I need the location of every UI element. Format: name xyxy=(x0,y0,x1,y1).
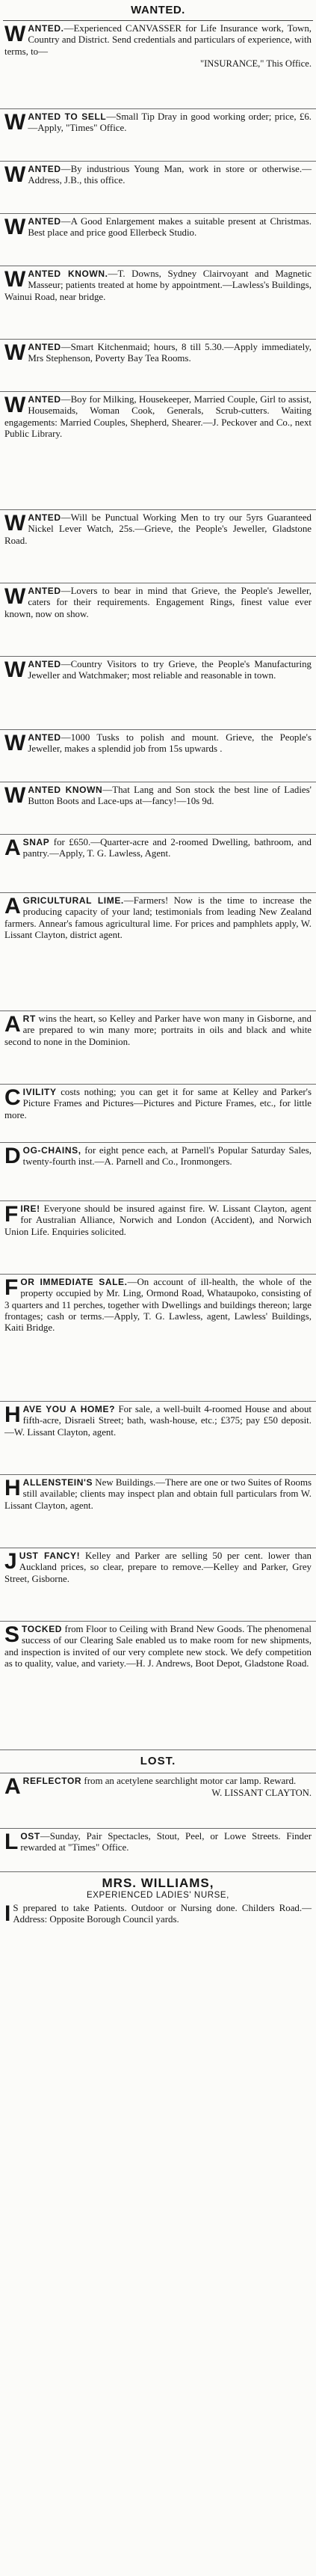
drop-cap: W xyxy=(4,511,26,536)
wanted-ad xyxy=(0,1275,316,1402)
ad-text xyxy=(4,837,312,860)
ad-body: —Farmers! Now is the time to increase the producing capacity of your land; testimonials from leading New Zealand farmers. Annear's famous agricultural lime. For prices and pamphlets apply, W. Lissant Clayton, district agent. xyxy=(4,895,312,940)
ad-text xyxy=(4,785,312,808)
drop-cap: A xyxy=(4,835,21,860)
lost-ads xyxy=(0,1773,316,1872)
ad-signature: "INSURANCE," This Office. xyxy=(199,58,312,69)
ad-lead: ANTED xyxy=(28,732,61,743)
wanted-ad xyxy=(0,21,316,109)
ad-text xyxy=(4,1831,312,1854)
drop-cap: W xyxy=(4,22,26,46)
lost-ad xyxy=(0,1829,316,1872)
ad-text xyxy=(4,1013,312,1048)
wanted-ad xyxy=(0,1201,316,1275)
ad-body: —Will be Punctual Working Men to try our 5yrs Guaranteed Nickel Lever Watch, 25s.—Grieve, the People's Jeweller, Gladstone Road. xyxy=(4,512,312,546)
ad-lead: ANTED xyxy=(28,342,61,352)
drop-cap: W xyxy=(4,340,26,365)
ad-lead: GRICULTURAL LIME. xyxy=(22,895,124,906)
ad-body: —Lovers to bear in mind that Grieve, the People's Jeweller, caters for their requirements. Engagement Rings, finest value ever known, now on show. xyxy=(4,586,312,619)
ad-body: —Sunday, Pair Spectacles, Stout, Peel, or Lowe Streets. Finder rewarded at "Times" Office. xyxy=(20,1831,312,1853)
ad-lead: ANTED xyxy=(28,164,61,174)
wanted-ad xyxy=(0,893,316,1011)
drop-cap: A xyxy=(4,1012,21,1037)
ad-body: —T. Downs, Sydney Clairvoyant and Magnetic Masseur; patients treated at home by appointment.—Lawless's Buildings, Wainui Road, near bridge. xyxy=(4,269,312,302)
drop-cap: H xyxy=(4,1476,21,1500)
ad-lead: IRE! xyxy=(20,1203,40,1214)
ad-body: —Country Visitors to try Grieve, the People's Manufacturing Jeweller and Watchmaker; most reliable and reasonable in town. xyxy=(28,659,312,681)
drop-cap: H xyxy=(4,1402,21,1427)
ad-lead: ANTED xyxy=(28,512,61,523)
ad-body: from an acetylene searchlight motor car lamp. Reward. xyxy=(81,1776,297,1786)
ad-text xyxy=(4,1145,312,1168)
ad-signature: W. LISSANT CLAYTON. xyxy=(211,1788,312,1799)
wanted-ad xyxy=(0,340,316,392)
ad-lead: ANTED xyxy=(28,586,61,596)
wanted-ad xyxy=(0,1622,316,1750)
ad-lead: ANTED KNOWN xyxy=(28,785,103,795)
nurse-name: MRS. WILLIAMS, xyxy=(102,1876,214,1890)
ad-lead: RT xyxy=(22,1013,36,1024)
ad-text xyxy=(4,394,312,440)
ad-lead: SNAP xyxy=(22,837,50,847)
ad-text xyxy=(4,1551,312,1585)
ad-body: For sale, a well-built 4-roomed House and about fifth-acre, Disraeli Street; bath, wash-house, etc.; £375; pay £50 deposit.—W. Lissant Clayton, agent. xyxy=(4,1404,312,1438)
ad-body: for £650.—Quarter-acre and 2-roomed Dwelling, bathroom, and pantry.—Apply, T. G. Lawless, Agent. xyxy=(22,837,312,859)
drop-cap: W xyxy=(4,162,26,187)
wanted-ad xyxy=(0,392,316,510)
nurse-body: S prepared to take Patients. Outdoor or Nursing done. Childers Road.—Address: Opposite Borough Council yards. xyxy=(13,1903,312,1925)
ad-lead: ANTED xyxy=(28,394,61,405)
wanted-ad xyxy=(0,214,316,266)
ad-text xyxy=(4,23,312,58)
lost-heading: LOST. xyxy=(0,1750,316,1773)
drop-cap: W xyxy=(4,393,26,417)
nurse-text xyxy=(4,1903,312,1926)
drop-cap: L xyxy=(4,1830,19,1854)
ad-lead: AVE YOU A HOME? xyxy=(22,1404,116,1414)
ad-body: from Floor to Ceiling with Brand New Goods. The phenomenal success of our Clearing Sale enabled us to make room for new shipments, and inspection is invited of our very complete new stock. We defy competition as to quality, value, and variety.—H. J. Andrews, Boot Depot, Gladstone Road. xyxy=(4,1624,312,1669)
ad-text xyxy=(4,1203,312,1238)
ad-text xyxy=(4,1277,312,1334)
wanted-ad xyxy=(0,782,316,835)
ad-text xyxy=(4,1087,312,1121)
ad-text xyxy=(4,659,312,682)
ad-body: Everyone should be insured against fire. W. Lissant Clayton, agent for Australian Alliance, Norwich and London (Accident), and Norwich Union Life. Enquiries solicited. xyxy=(4,1203,312,1237)
wanted-ad xyxy=(0,510,316,583)
ad-body: —Boy for Milking, Housekeeper, Married Couple, Girl to assist, Housemaids, Woman Cook, Generals, Scrub-cutters. Waiting engagements: Married Couples, Shepherd, Shearer.—J. Peckover and Co., next Public Library. xyxy=(4,394,312,439)
ad-lead: OR IMMEDIATE SALE. xyxy=(20,1277,128,1287)
ad-body: New Buildings.—There are one or two Suites of Rooms still available; clients may inspect plan and obtain full particulars from W. Lissant Clayton, agent. xyxy=(4,1477,312,1511)
ad-body: —Smart Kitchenmaid; hours, 8 till 5.30.—Apply immediately, Mrs Stephenson, Poverty Bay Tea Rooms. xyxy=(28,342,312,364)
drop-cap: W xyxy=(4,731,26,755)
drop-cap: F xyxy=(4,1275,19,1300)
wanted-ad xyxy=(0,657,316,730)
ad-lead: ANTED xyxy=(28,216,61,227)
ad-body: for eight pence each, at Parnell's Popular Saturday Sales, twenty-fourth inst.—A. Parnell and Co., Ironmongers. xyxy=(22,1145,312,1168)
wanted-ad xyxy=(0,162,316,214)
ad-body: —On account of ill-health, the whole of the property occupied by Mr. Ling, Ormond Road, Whataupoko, consisting of 3 quarters and 11 perches, together with Dwellings and buildings thereon; large frontages; cash or terms.—Apply, T. G. Lawless, agent, Lawless' Buildings, Kaiti Bridge. xyxy=(4,1277,312,1334)
wanted-ad xyxy=(0,1011,316,1085)
nurse-ad xyxy=(0,1872,316,1999)
ad-text xyxy=(4,895,312,941)
ad-lead: UST FANCY! xyxy=(19,1551,81,1561)
ad-body: —A Good Enlargement makes a suitable present at Christmas. Best place and price good Ellerbeck Studio. xyxy=(28,216,312,239)
ad-body: Kelley and Parker are selling 50 per cent. lower than Auckland prices, so clear, prepare to remove.—Kelley and Parker, Grey Street, Gisborne. xyxy=(4,1551,312,1584)
wanted-heading: WANTED. xyxy=(131,4,185,16)
ad-body: wins the heart, so Kelley and Parker have won many in Gisborne, and are prepared to win many more; portraits in oils and black and white second to none in the Dominion. xyxy=(4,1013,312,1047)
nurse-title: EXPERIENCED LADIES' NURSE, xyxy=(87,1891,229,1900)
ad-lead: ANTED xyxy=(28,659,61,669)
ad-text xyxy=(4,342,312,365)
drop-cap: J xyxy=(4,1549,17,1574)
ad-text xyxy=(4,164,312,187)
ad-text xyxy=(4,586,312,620)
drop-cap: F xyxy=(4,1202,19,1227)
ad-body: —Experienced CANVASSER for Life Insurance work, Town, Country and District. Send credentials and particulars of experience, with terms, to— xyxy=(4,23,312,57)
wanted-ad xyxy=(0,835,316,893)
wanted-ad xyxy=(0,1475,316,1548)
wanted-ad xyxy=(0,1402,316,1475)
ad-lead: REFLECTOR xyxy=(22,1776,82,1786)
drop-cap: W xyxy=(4,657,26,682)
ad-text xyxy=(4,1624,312,1669)
ad-body: —By industrious Young Man, work in store or otherwise.—Address, J.B., this office. xyxy=(28,164,312,186)
drop-cap: I xyxy=(4,1901,11,1926)
drop-cap: A xyxy=(4,894,21,919)
wanted-ad xyxy=(0,1085,316,1143)
wanted-ad xyxy=(0,266,316,340)
drop-cap: W xyxy=(4,215,26,239)
drop-cap: D xyxy=(4,1144,21,1168)
ad-text xyxy=(4,732,312,755)
ad-lead: ANTED TO SELL xyxy=(28,111,107,122)
ad-lead: ANTED KNOWN. xyxy=(28,269,108,279)
wanted-ad xyxy=(0,109,316,162)
ad-body: —Small Tip Dray in good working order; price, £6.—Apply, "Times" Office. xyxy=(28,111,312,134)
lost-ad xyxy=(0,1773,316,1829)
drop-cap: W xyxy=(4,110,26,135)
drop-cap: A xyxy=(4,1774,21,1799)
ad-body: —That Lang and Son stock the best line of Ladies' Button Boots and Lace-ups at—fancy!—10s 9d. xyxy=(28,785,312,807)
wanted-ad xyxy=(0,583,316,657)
drop-cap: W xyxy=(4,267,26,292)
ad-body: costs nothing; you can get it for same at Kelley and Parker's Picture Frames and Pictures—Pictures and Picture Frames, etc., for little more. xyxy=(4,1087,312,1120)
drop-cap: W xyxy=(4,783,26,808)
ad-text xyxy=(4,111,312,135)
wanted-ads xyxy=(0,21,316,1750)
drop-cap: C xyxy=(4,1085,21,1110)
ad-body: —1000 Tusks to polish and mount. Grieve, the People's Jeweller, makes a splendid job from 15s upwards . xyxy=(28,732,312,755)
ad-lead: OG-CHAINS, xyxy=(22,1145,81,1156)
ad-text xyxy=(4,1404,312,1438)
ad-lead: ALLENSTEIN'S xyxy=(22,1477,93,1488)
ad-text xyxy=(4,512,312,547)
ad-lead: ANTED. xyxy=(28,23,64,34)
wanted-ad xyxy=(0,1143,316,1201)
drop-cap: W xyxy=(4,584,26,609)
ad-lead: OST xyxy=(20,1831,40,1841)
ad-lead: IVILITY xyxy=(22,1087,57,1097)
wanted-ad xyxy=(0,730,316,782)
wanted-ad xyxy=(0,1548,316,1622)
ad-text xyxy=(4,1477,312,1512)
drop-cap: S xyxy=(4,1622,20,1647)
ad-text xyxy=(4,269,312,303)
ad-text xyxy=(4,216,312,239)
ad-lead: TOCKED xyxy=(22,1624,63,1634)
